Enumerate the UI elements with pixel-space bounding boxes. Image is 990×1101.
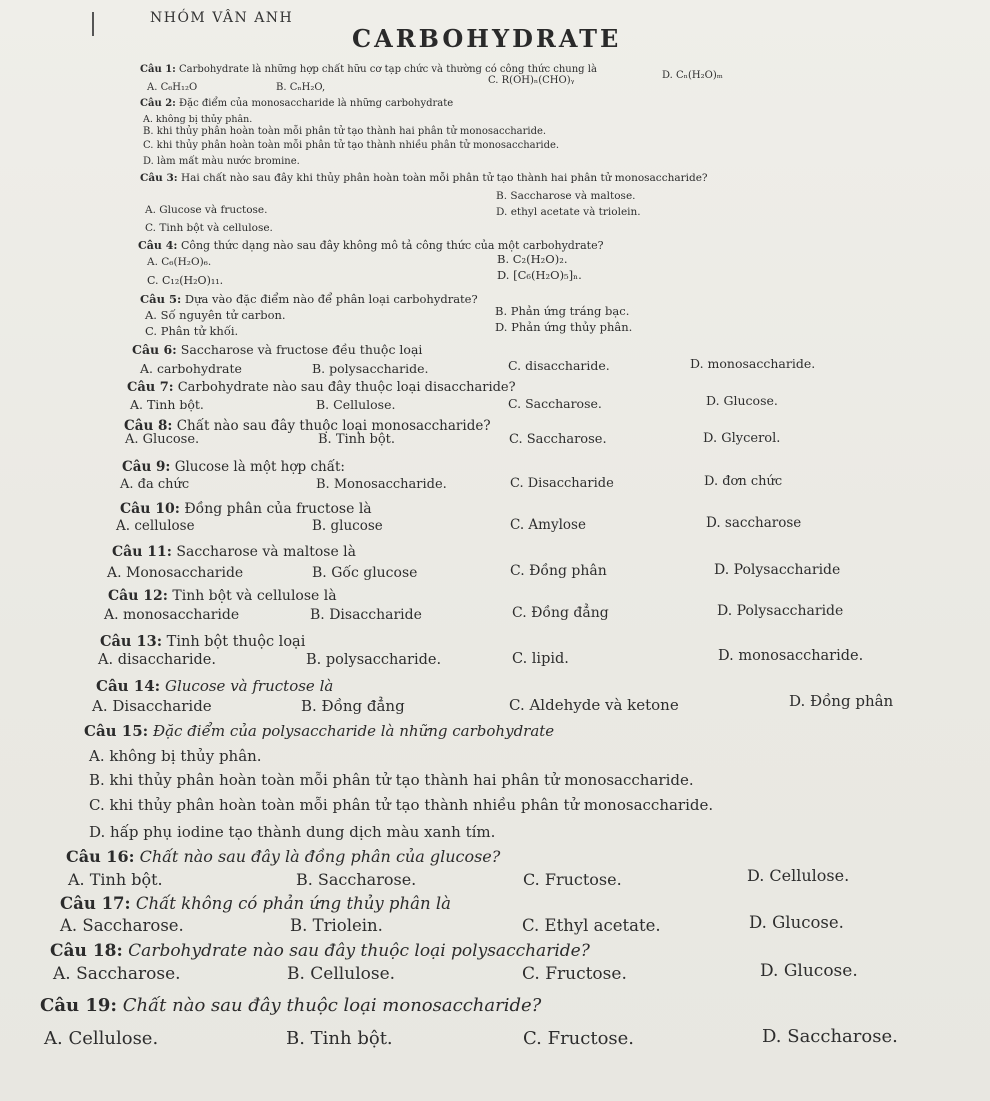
option-17c: C. Ethyl acetate. [522, 916, 661, 935]
option-19a: A. Cellulose. [44, 1028, 159, 1049]
question-number: Câu 3: [140, 172, 178, 184]
option-12c: C. Đồng đẳng [512, 605, 609, 621]
option-16c: C. Fructose. [523, 870, 622, 889]
question-7 [127, 380, 516, 395]
question-2 [140, 98, 453, 109]
option-4d: D. [C₆(H₂O)₅]ₙ. [497, 268, 582, 282]
option-1b: B. CₙH₂O, [276, 82, 326, 93]
question-number: Câu 13: [100, 633, 163, 650]
option-2b: B. khi thủy phân hoàn toàn mỗi phân tử tạo thành hai phân tử monosaccharide. [143, 126, 547, 137]
question-3 [140, 172, 708, 184]
option-3b: B. Saccharose và maltose. [496, 190, 636, 202]
question-1 [140, 64, 597, 75]
option-10a: A. cellulose [116, 518, 195, 534]
question-number: Câu 17: [60, 894, 131, 913]
option-9d: D. đơn chức [704, 474, 783, 489]
question-number: Câu 6: [132, 342, 177, 357]
question-13 [100, 633, 305, 650]
question-text: Carbohydrate nào sau đây thuộc loại polysaccharide? [128, 941, 590, 961]
option-19d: D. Saccharose. [762, 1026, 898, 1047]
question-text: Saccharose và fructose đều thuộc loại [180, 342, 423, 357]
option-8b: B. Tinh bột. [318, 432, 396, 447]
question-14 [96, 677, 333, 695]
option-8a: A. Glucose. [125, 432, 200, 447]
option-12a: A. monosaccharide [104, 607, 240, 623]
option-4a: A. C₆(H₂O)₆. [147, 256, 212, 268]
question-text: Chất không có phản ứng thủy phân là [135, 894, 451, 913]
option-6a: A. carbohydrate [140, 361, 242, 376]
option-7c: C. Saccharose. [508, 396, 602, 411]
option-1c: C. R(OH)ₙ(CHO)ᵧ [488, 75, 575, 86]
option-6c: C. disaccharide. [508, 358, 610, 373]
option-7d: D. Glucose. [706, 393, 778, 408]
option-10d: D. saccharose [706, 515, 802, 531]
option-17b: B. Triolein. [290, 916, 383, 935]
option-3c: C. Tinh bột và cellulose. [145, 222, 273, 234]
option-14c: C. Aldehyde và ketone [509, 696, 679, 714]
option-3a: A. Glucose và fructose. [145, 204, 268, 216]
option-19b: B. Tinh bột. [286, 1028, 393, 1049]
option-17a: A. Saccharose. [60, 916, 184, 935]
option-2a: A. không bị thủy phân. [143, 114, 253, 125]
question-9 [122, 459, 345, 475]
group-name: NHÓM VÂN ANH [150, 10, 294, 26]
question-number: Câu 4: [138, 239, 178, 252]
option-14a: A. Disaccharide [92, 697, 212, 715]
option-7a: A. Tinh bột. [130, 397, 204, 412]
question-number: Câu 14: [96, 677, 161, 695]
question-6 [132, 342, 422, 357]
question-text: Tinh bột và cellulose là [172, 588, 337, 604]
question-text: Chất nào sau đây là đồng phân của glucose? [139, 847, 501, 866]
option-2c: C. khi thủy phân hoàn toàn mỗi phân tử tạo thành nhiều phân tử monosaccharide. [143, 140, 560, 151]
option-13b: B. polysaccharide. [306, 652, 442, 668]
option-12b: B. Disaccharide [310, 607, 422, 623]
question-5 [140, 292, 478, 306]
question-text: Carbohydrate nào sau đây thuộc loại disaccharide? [177, 380, 516, 395]
option-13d: D. monosaccharide. [718, 648, 864, 664]
option-1d: D. Cₙ(H₂O)ₘ [662, 70, 723, 81]
option-10c: C. Amylose [510, 517, 586, 533]
option-15a: A. không bị thủy phân. [89, 747, 262, 765]
question-number: Câu 19: [40, 995, 118, 1016]
question-number: Câu 18: [50, 941, 123, 961]
option-7b: B. Cellulose. [316, 397, 396, 412]
option-15b: B. khi thủy phân hoàn toàn mỗi phân tử tạo thành hai phân tử monosaccharide. [89, 771, 694, 789]
option-16b: B. Saccharose. [296, 870, 417, 889]
question-17 [60, 894, 451, 913]
question-number: Câu 8: [124, 418, 173, 434]
margin-mark [92, 12, 94, 36]
question-number: Câu 9: [122, 459, 171, 475]
option-5b: B. Phản ứng tráng bạc. [495, 304, 630, 318]
option-5d: D. Phản ứng thủy phân. [495, 320, 633, 334]
question-text: Glucose là một hợp chất: [174, 459, 345, 475]
option-19c: C. Fructose. [523, 1028, 635, 1049]
question-number: Câu 1: [140, 64, 176, 75]
option-14b: B. Đồng đẳng [301, 697, 405, 715]
option-11c: C. Đồng phân [510, 563, 607, 579]
option-10b: B. glucose [312, 518, 383, 534]
option-17d: D. Glucose. [749, 913, 844, 932]
question-text: Dựa vào đặc điểm nào để phân loại carbohydrate? [184, 292, 478, 306]
option-18b: B. Cellulose. [287, 964, 396, 984]
option-15d: D. hấp phụ iodine tạo thành dung dịch màu xanh tím. [89, 823, 496, 841]
option-1a: A. C₆H₁₂O [147, 82, 198, 93]
question-text: Saccharose và maltose là [176, 544, 357, 560]
option-5a: A. Số nguyên tử carbon. [145, 308, 286, 322]
option-8d: D. Glycerol. [703, 431, 781, 446]
option-9c: C. Disaccharide [510, 476, 614, 491]
question-number: Câu 10: [120, 501, 180, 517]
option-4c: C. C₁₂(H₂O)₁₁. [147, 274, 224, 287]
option-16d: D. Cellulose. [747, 866, 850, 885]
question-number: Câu 7: [127, 380, 174, 395]
question-text: Công thức dạng nào sau đây không mô tả công thức của một carbohydrate? [180, 239, 604, 252]
question-number: Câu 15: [84, 722, 149, 740]
question-text: Tinh bột thuộc loại [166, 634, 306, 650]
question-15 [84, 722, 554, 740]
option-11b: B. Gốc glucose [312, 565, 418, 581]
option-9a: A. đa chức [120, 477, 190, 492]
option-5c: C. Phân tử khối. [145, 324, 239, 338]
option-2d: D. làm mất màu nước bromine. [143, 156, 300, 167]
question-text: Glucose và fructose là [164, 677, 334, 695]
option-6b: B. polysaccharide. [312, 361, 429, 376]
question-number: Câu 11: [112, 544, 172, 560]
option-14d: D. Đồng phân [789, 692, 894, 710]
option-6d: D. monosaccharide. [690, 356, 816, 371]
question-text: Đặc điểm của polysaccharide là những carbohydrate [152, 722, 555, 740]
option-13a: A. disaccharide. [98, 652, 216, 668]
question-text: Carbohydrate là những hợp chất hữu cơ tạp chức và thường có công thức chung là [179, 64, 597, 75]
question-11 [112, 544, 356, 560]
option-12d: D. Polysaccharide [717, 603, 844, 619]
option-9b: B. Monosaccharide. [316, 477, 447, 492]
question-text: Hai chất nào sau đây khi thủy phân hoàn toàn mỗi phân tử tạo thành hai phân tử monosaccharide? [180, 172, 708, 184]
option-15c: C. khi thủy phân hoàn toàn mỗi phân tử tạo thành nhiều phân tử monosaccharide. [89, 796, 714, 814]
option-11a: A. Monosaccharide [107, 565, 244, 581]
option-18d: D. Glucose. [760, 961, 858, 981]
question-19 [40, 995, 541, 1016]
question-10 [120, 501, 372, 517]
option-18c: C. Fructose. [522, 964, 627, 984]
question-12 [108, 588, 337, 604]
option-8c: C. Saccharose. [509, 432, 607, 447]
option-4b: B. C₂(H₂O)₂. [497, 252, 568, 266]
question-4 [138, 239, 604, 252]
question-text: Đặc điểm của monosaccharide là những carbohydrate [179, 98, 454, 109]
question-18 [50, 941, 590, 961]
option-13c: C. lipid. [512, 651, 569, 667]
question-text: Chất nào sau đây thuộc loại monosaccharide? [122, 995, 542, 1016]
option-18a: A. Saccharose. [53, 964, 181, 984]
question-text: Chất nào sau đây thuộc loại monosaccharide? [176, 418, 491, 434]
question-number: Câu 2: [140, 98, 176, 109]
option-3d: D. ethyl acetate và triolein. [496, 206, 641, 218]
worksheet-title: CARBOHYDRATE [352, 24, 622, 53]
question-number: Câu 12: [108, 588, 168, 604]
question-number: Câu 5: [140, 292, 182, 306]
option-11d: D. Polysaccharide [714, 562, 841, 578]
question-16 [66, 847, 500, 866]
option-16a: A. Tinh bột. [68, 870, 163, 889]
question-number: Câu 16: [66, 847, 135, 866]
question-text: Đồng phân của fructose là [184, 501, 372, 517]
